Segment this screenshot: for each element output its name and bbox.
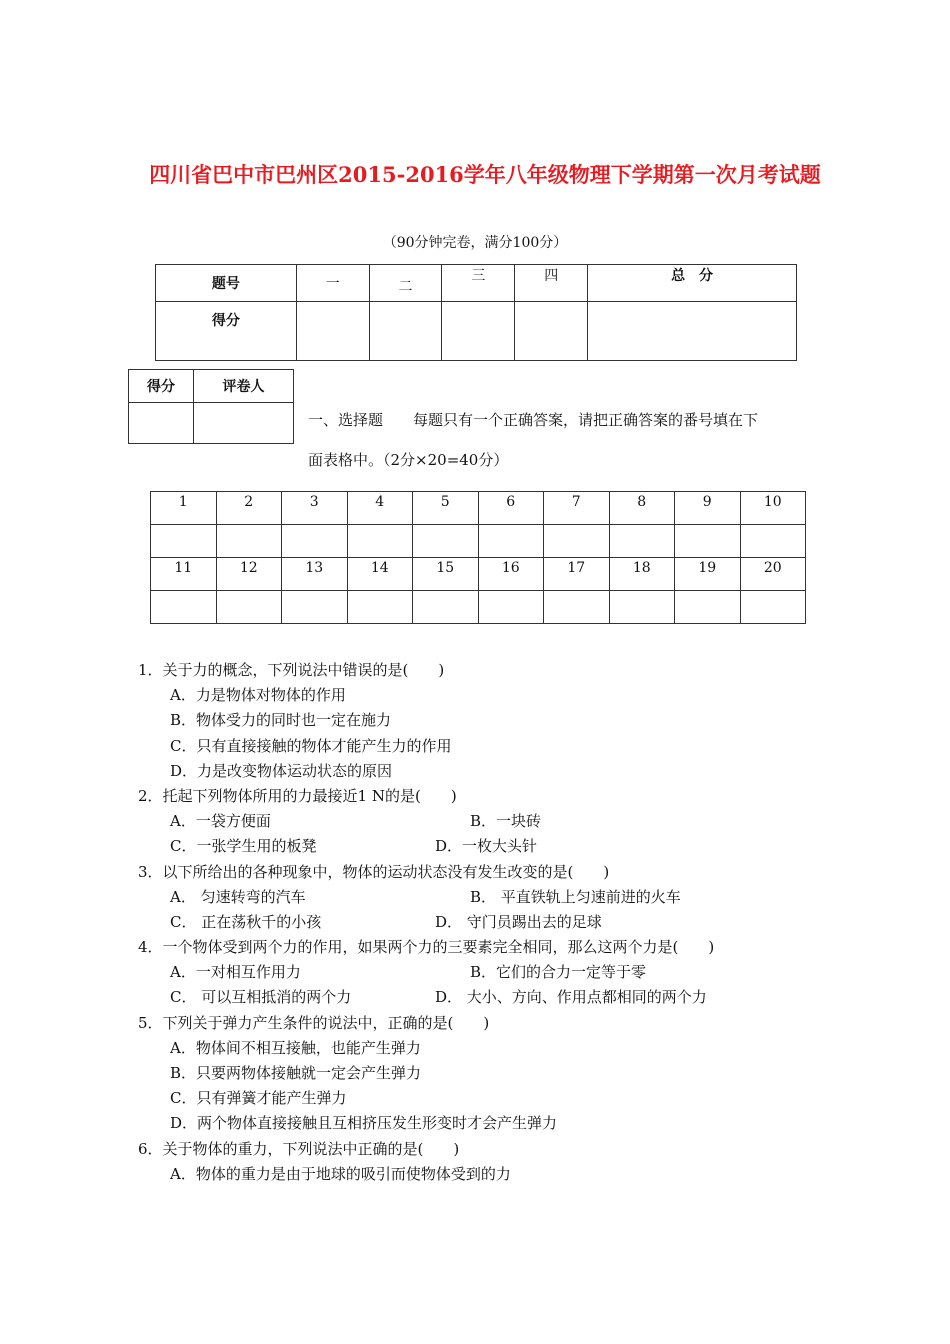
answer-number: 12 <box>216 558 282 591</box>
question-option: D．力是改变物体运动状态的原因 <box>170 761 393 780</box>
question-option: D． 大小、方向、作用点都相同的两个力 <box>435 988 707 1007</box>
question-option-row <box>138 834 838 859</box>
answer-cell[interactable] <box>544 525 610 558</box>
score-header-4: 四 <box>515 265 588 302</box>
question-option: B．只要两物体接触就一定会产生弹力 <box>170 1064 422 1082</box>
answer-cell[interactable] <box>544 591 610 624</box>
section-heading-line2: 面表格中。（2分×20=40分） <box>308 451 509 469</box>
question-option-row <box>138 910 838 935</box>
answer-number: 16 <box>478 558 544 591</box>
answer-cell[interactable] <box>675 525 741 558</box>
answer-number: 3 <box>282 492 348 525</box>
answer-number: 2 <box>216 492 282 525</box>
question-option: B．物体受力的同时也一定在施力 <box>170 711 392 730</box>
answer-cell[interactable] <box>740 525 806 558</box>
question-option-row <box>138 960 838 985</box>
question-option: A．物体的重力是由于地球的吸引而使物体受到的力 <box>170 1164 511 1183</box>
answer-cell[interactable] <box>478 525 544 558</box>
answer-number: 8 <box>609 492 675 525</box>
answer-cell[interactable] <box>216 525 282 558</box>
question-option: A． 匀速转弯的汽车 <box>170 887 306 906</box>
answer-number: 19 <box>675 558 741 591</box>
question-option-row <box>138 985 838 1010</box>
question-option: C． 正在荡秋千的小孩 <box>170 912 322 931</box>
answer-number: 15 <box>413 558 479 591</box>
answer-number: 6 <box>478 492 544 525</box>
answer-cell[interactable] <box>151 525 217 558</box>
question-option: D．一枚大头针 <box>435 837 538 856</box>
question-option: C． 可以互相抵消的两个力 <box>170 988 352 1007</box>
grader-name-cell[interactable] <box>194 403 294 444</box>
question-option: A．物体间不相互接触，也能产生弹力 <box>170 1038 421 1057</box>
question-option: A．力是物体对物体的作用 <box>170 686 346 705</box>
question-option: D． 守门员踢出去的足球 <box>435 912 602 931</box>
grader-score-label: 得分 <box>129 370 194 403</box>
score-header-total: 总 分 <box>588 265 797 302</box>
question-stem: 3．以下所给出的各种现象中，物体的运动状态没有发生改变的是( ) <box>138 862 610 881</box>
grader-score-cell[interactable] <box>129 403 194 444</box>
answer-number: 11 <box>151 558 217 591</box>
answer-number: 1 <box>151 492 217 525</box>
score-header-2: 二 <box>369 265 442 302</box>
score-cell[interactable] <box>442 302 515 361</box>
answer-number: 9 <box>675 492 741 525</box>
question-option: C．一张学生用的板凳 <box>170 837 317 856</box>
question-option: D．两个物体直接接触且互相挤压发生形变时才会产生弹力 <box>170 1114 558 1133</box>
answer-cell[interactable] <box>609 591 675 624</box>
score-table <box>155 264 797 361</box>
score-header-3: 三 <box>442 265 515 302</box>
answer-number: 5 <box>413 492 479 525</box>
section-heading-line1: 一、选择题 每题只有一个正确答案，请把正确答案的番号填在下 <box>308 411 759 429</box>
answer-cell[interactable] <box>675 591 741 624</box>
answer-cell[interactable] <box>151 591 217 624</box>
score-cell[interactable] <box>588 302 797 361</box>
answer-number: 13 <box>282 558 348 591</box>
answer-cell[interactable] <box>609 525 675 558</box>
question-stem: 4．一个物体受到两个力的作用，如果两个力的三要素完全相同，那么这两个力是( ) <box>138 938 715 957</box>
grader-table <box>128 369 294 444</box>
question-option: C．只有弹簧才能产生弹力 <box>170 1089 347 1108</box>
answer-cell[interactable] <box>282 591 348 624</box>
grader-name-label: 评卷人 <box>194 370 294 403</box>
question-option: A．一对相互作用力 <box>170 963 301 982</box>
page-title: 四川省巴中市巴州区2015-2016学年八年级物理下学期第一次月考试题 <box>149 162 821 187</box>
answer-number: 18 <box>609 558 675 591</box>
answer-number: 7 <box>544 492 610 525</box>
answer-cell[interactable] <box>282 525 348 558</box>
answer-cell[interactable] <box>740 591 806 624</box>
answer-number: 4 <box>347 492 413 525</box>
question-stem: 6．关于物体的重力，下列说法中正确的是( ) <box>138 1139 460 1158</box>
answer-number: 10 <box>740 492 806 525</box>
answer-cell[interactable] <box>413 525 479 558</box>
question-stem: 5．下列关于弹力产生条件的说法中，正确的是( ) <box>138 1013 490 1032</box>
answer-cell[interactable] <box>347 591 413 624</box>
question-option: A．一袋方便面 <box>170 812 271 831</box>
score-cell[interactable] <box>515 302 588 361</box>
answer-cell[interactable] <box>216 591 282 624</box>
answer-number: 20 <box>740 558 806 591</box>
section-heading <box>308 400 823 480</box>
answer-number: 17 <box>544 558 610 591</box>
score-header-label: 题号 <box>156 265 297 302</box>
score-row-label: 得分 <box>156 302 297 361</box>
question-option: B．一块砖 <box>470 812 542 831</box>
question-option: C．只有直接接触的物体才能产生力的作用 <box>170 736 452 755</box>
score-cell[interactable] <box>296 302 369 361</box>
answer-cell[interactable] <box>347 525 413 558</box>
question-option: B．它们的合力一定等于零 <box>470 963 647 982</box>
answer-table <box>150 491 806 624</box>
exam-info: （90分钟完卷，满分100分） <box>382 235 568 251</box>
score-header-1: 一 <box>296 265 369 302</box>
question-stem: 1．关于力的概念，下列说法中错误的是( ) <box>138 661 445 679</box>
question-option-row <box>138 809 838 834</box>
question-list <box>138 658 838 1187</box>
answer-number: 14 <box>347 558 413 591</box>
question-option-row <box>138 885 838 910</box>
score-cell[interactable] <box>369 302 442 361</box>
answer-cell[interactable] <box>413 591 479 624</box>
question-stem: 2．托起下列物体所用的力最接近1 N的是( ) <box>138 786 457 805</box>
question-option: B． 平直铁轨上匀速前进的火车 <box>470 887 681 906</box>
answer-cell[interactable] <box>478 591 544 624</box>
